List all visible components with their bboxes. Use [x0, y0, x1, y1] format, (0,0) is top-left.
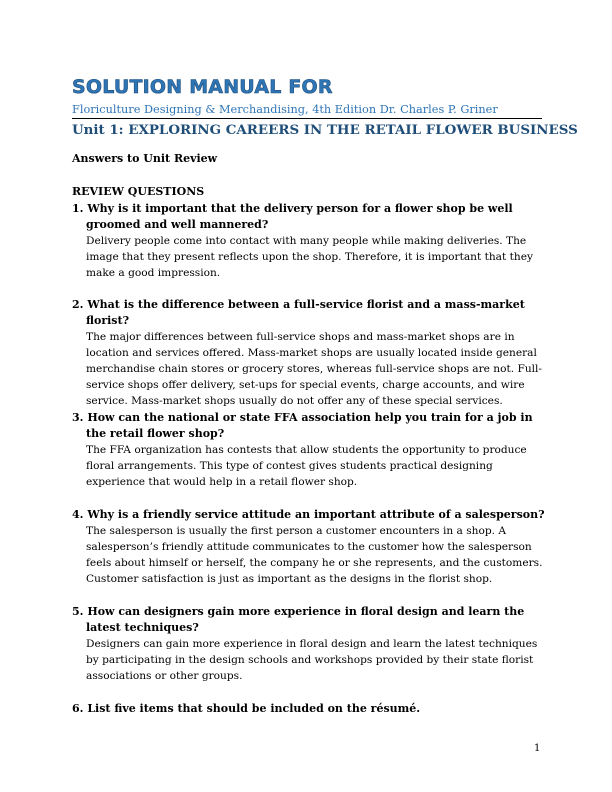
heading-divider: [72, 118, 542, 119]
book-subtitle: Floriculture Designing & Merchandising, 4th Edition Dr. Charles P. Griner: [72, 103, 498, 116]
question-text: 1. Why is it important that the delivery person for a flower shop be well groomed and well mannered?: [72, 202, 513, 231]
answer-text: Designers can gain more experience in floral design and learn the latest techniques by participating in the design schools and workshops provided by their state florist associations or other groups.: [86, 638, 538, 682]
question-block-1: [72, 201, 546, 281]
answer-text: The FFA organization has contests that allow students the opportunity to produce floral arrangements. This type of contest gives students practical designing experience that would help in a retail flower shop.: [86, 444, 527, 488]
question-block-6: [72, 701, 546, 717]
answer-text: Delivery people come into contact with many people while making deliveries. The image that they present reflects upon the shop. Therefore, it is important that they make a good impression.: [86, 235, 533, 279]
question-text: 2. What is the difference between a full-service florist and a mass-market florist?: [72, 298, 525, 327]
document-title: SOLUTION MANUAL FOR: [72, 76, 333, 98]
question-text: 3. How can the national or state FFA association help you train for a job in the retail flower shop?: [72, 411, 533, 440]
answers-heading: Answers to Unit Review: [72, 152, 218, 165]
question-block-4: [72, 507, 546, 587]
review-questions-heading: REVIEW QUESTIONS: [72, 185, 205, 198]
unit-heading: Unit 1: EXPLORING CAREERS IN THE RETAIL FLOWER BUSINESS: [72, 122, 578, 138]
question-text: 5. How can designers gain more experience in floral design and learn the latest techniques?: [72, 605, 525, 634]
question-text: 6. List five items that should be included on the résumé.: [72, 702, 421, 715]
question-text: 4. Why is a friendly service attitude an important attribute of a salesperson?: [72, 508, 545, 521]
answer-text: The salesperson is usually the first person a customer encounters in a shop. A salesperson’s friendly attitude communicates to the customer how the salesperson feels about himself or herself, the company he or she represents, and the customers. Customer satisfaction is just as important as the designs in the florist shop.: [86, 525, 543, 585]
question-block-2: [72, 297, 546, 409]
question-block-3: [72, 410, 546, 490]
question-block-5: [72, 604, 546, 684]
answer-text: The major differences between full-service shops and mass-market shops are in location and services offered. Mass-market shops are usually located inside general merchandise chain stores or grocery stores, whereas full-service shops are not. Full-service shops offer delivery, set-ups for special events, charge accounts, and wire service. Mass-market shops usually do not offer any of these special services.: [86, 331, 542, 407]
page-number: 1: [534, 743, 541, 754]
